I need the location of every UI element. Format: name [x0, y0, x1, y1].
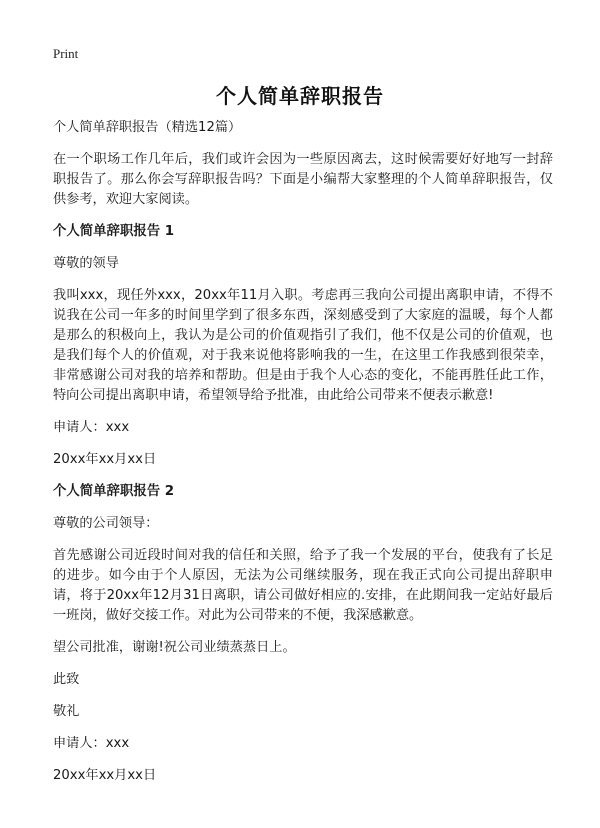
document-subtitle: 个人简单辞职报告（精选12篇）: [53, 120, 242, 135]
intro-paragraph: 在一个职场工作几年后，我们或许会因为一些原因离去，这时候需要好好地写一封辞职报告了。那么你会写辞职报告吗？下面是小编帮大家整理的个人简单辞职报告，仅供参考，欢迎大家阅读。: [53, 152, 553, 207]
section-1-salutation: 尊敬的领导: [53, 256, 119, 271]
section-2-closing-1: 此致: [53, 672, 80, 687]
section-2-body: 首先感谢公司近段时间对我的信任和关照，给予了我一个发展的平台，使我有了长足的进步。如今由于个人原因，无法为公司继续服务，现在我正式向公司提出辞职申请，将于20xx年12月31日离职，请公司做好相应的.安排，在此期间我一定站好最后一班岗，做好交接工作。对此为公司带来的不便，我深感歉意。: [53, 548, 553, 623]
section-1-applicant: 申请人：xxx: [53, 420, 130, 435]
document-body: [53, 118, 553, 798]
section-heading-1: 个人简单辞职报告 1: [53, 224, 175, 239]
print-link[interactable]: Print: [53, 46, 79, 61]
page-title: 个人简单辞职报告: [216, 84, 384, 108]
section-2-date: 20xx年xx月xx日: [53, 768, 157, 783]
section-1-date: 20xx年xx月xx日: [53, 452, 157, 467]
section-2-applicant: 申请人：xxx: [53, 736, 130, 751]
section-2-closing-2: 敬礼: [53, 704, 80, 719]
section-2-wish: 望公司批准，谢谢!祝公司业绩蒸蒸日上。: [53, 640, 296, 655]
section-heading-2: 个人简单辞职报告 2: [53, 484, 175, 499]
section-2-salutation: 尊敬的公司领导：: [53, 516, 159, 531]
section-1-body: 我叫xxx，现任外xxx，20xx年11月入职。考虑再三我向公司提出离职申请，不得不说我在公司一年多的时间里学到了很多东西，深刻感受到了大家庭的温暖，每个人都是那么的积极向上，我认为是公司的价值观指引了我们，他不仅是公司的价值观，也是我们每个人的价值观，对于我来说他将影响我的一生，在这里工作我感到很荣幸，非常感谢公司对我的培养和帮助。但是由于我个人心态的变化，不能再胜任此工作，特向公司提出离职申请，希望领导给予批准，由此给公司带来不便表示歉意!: [53, 288, 553, 403]
